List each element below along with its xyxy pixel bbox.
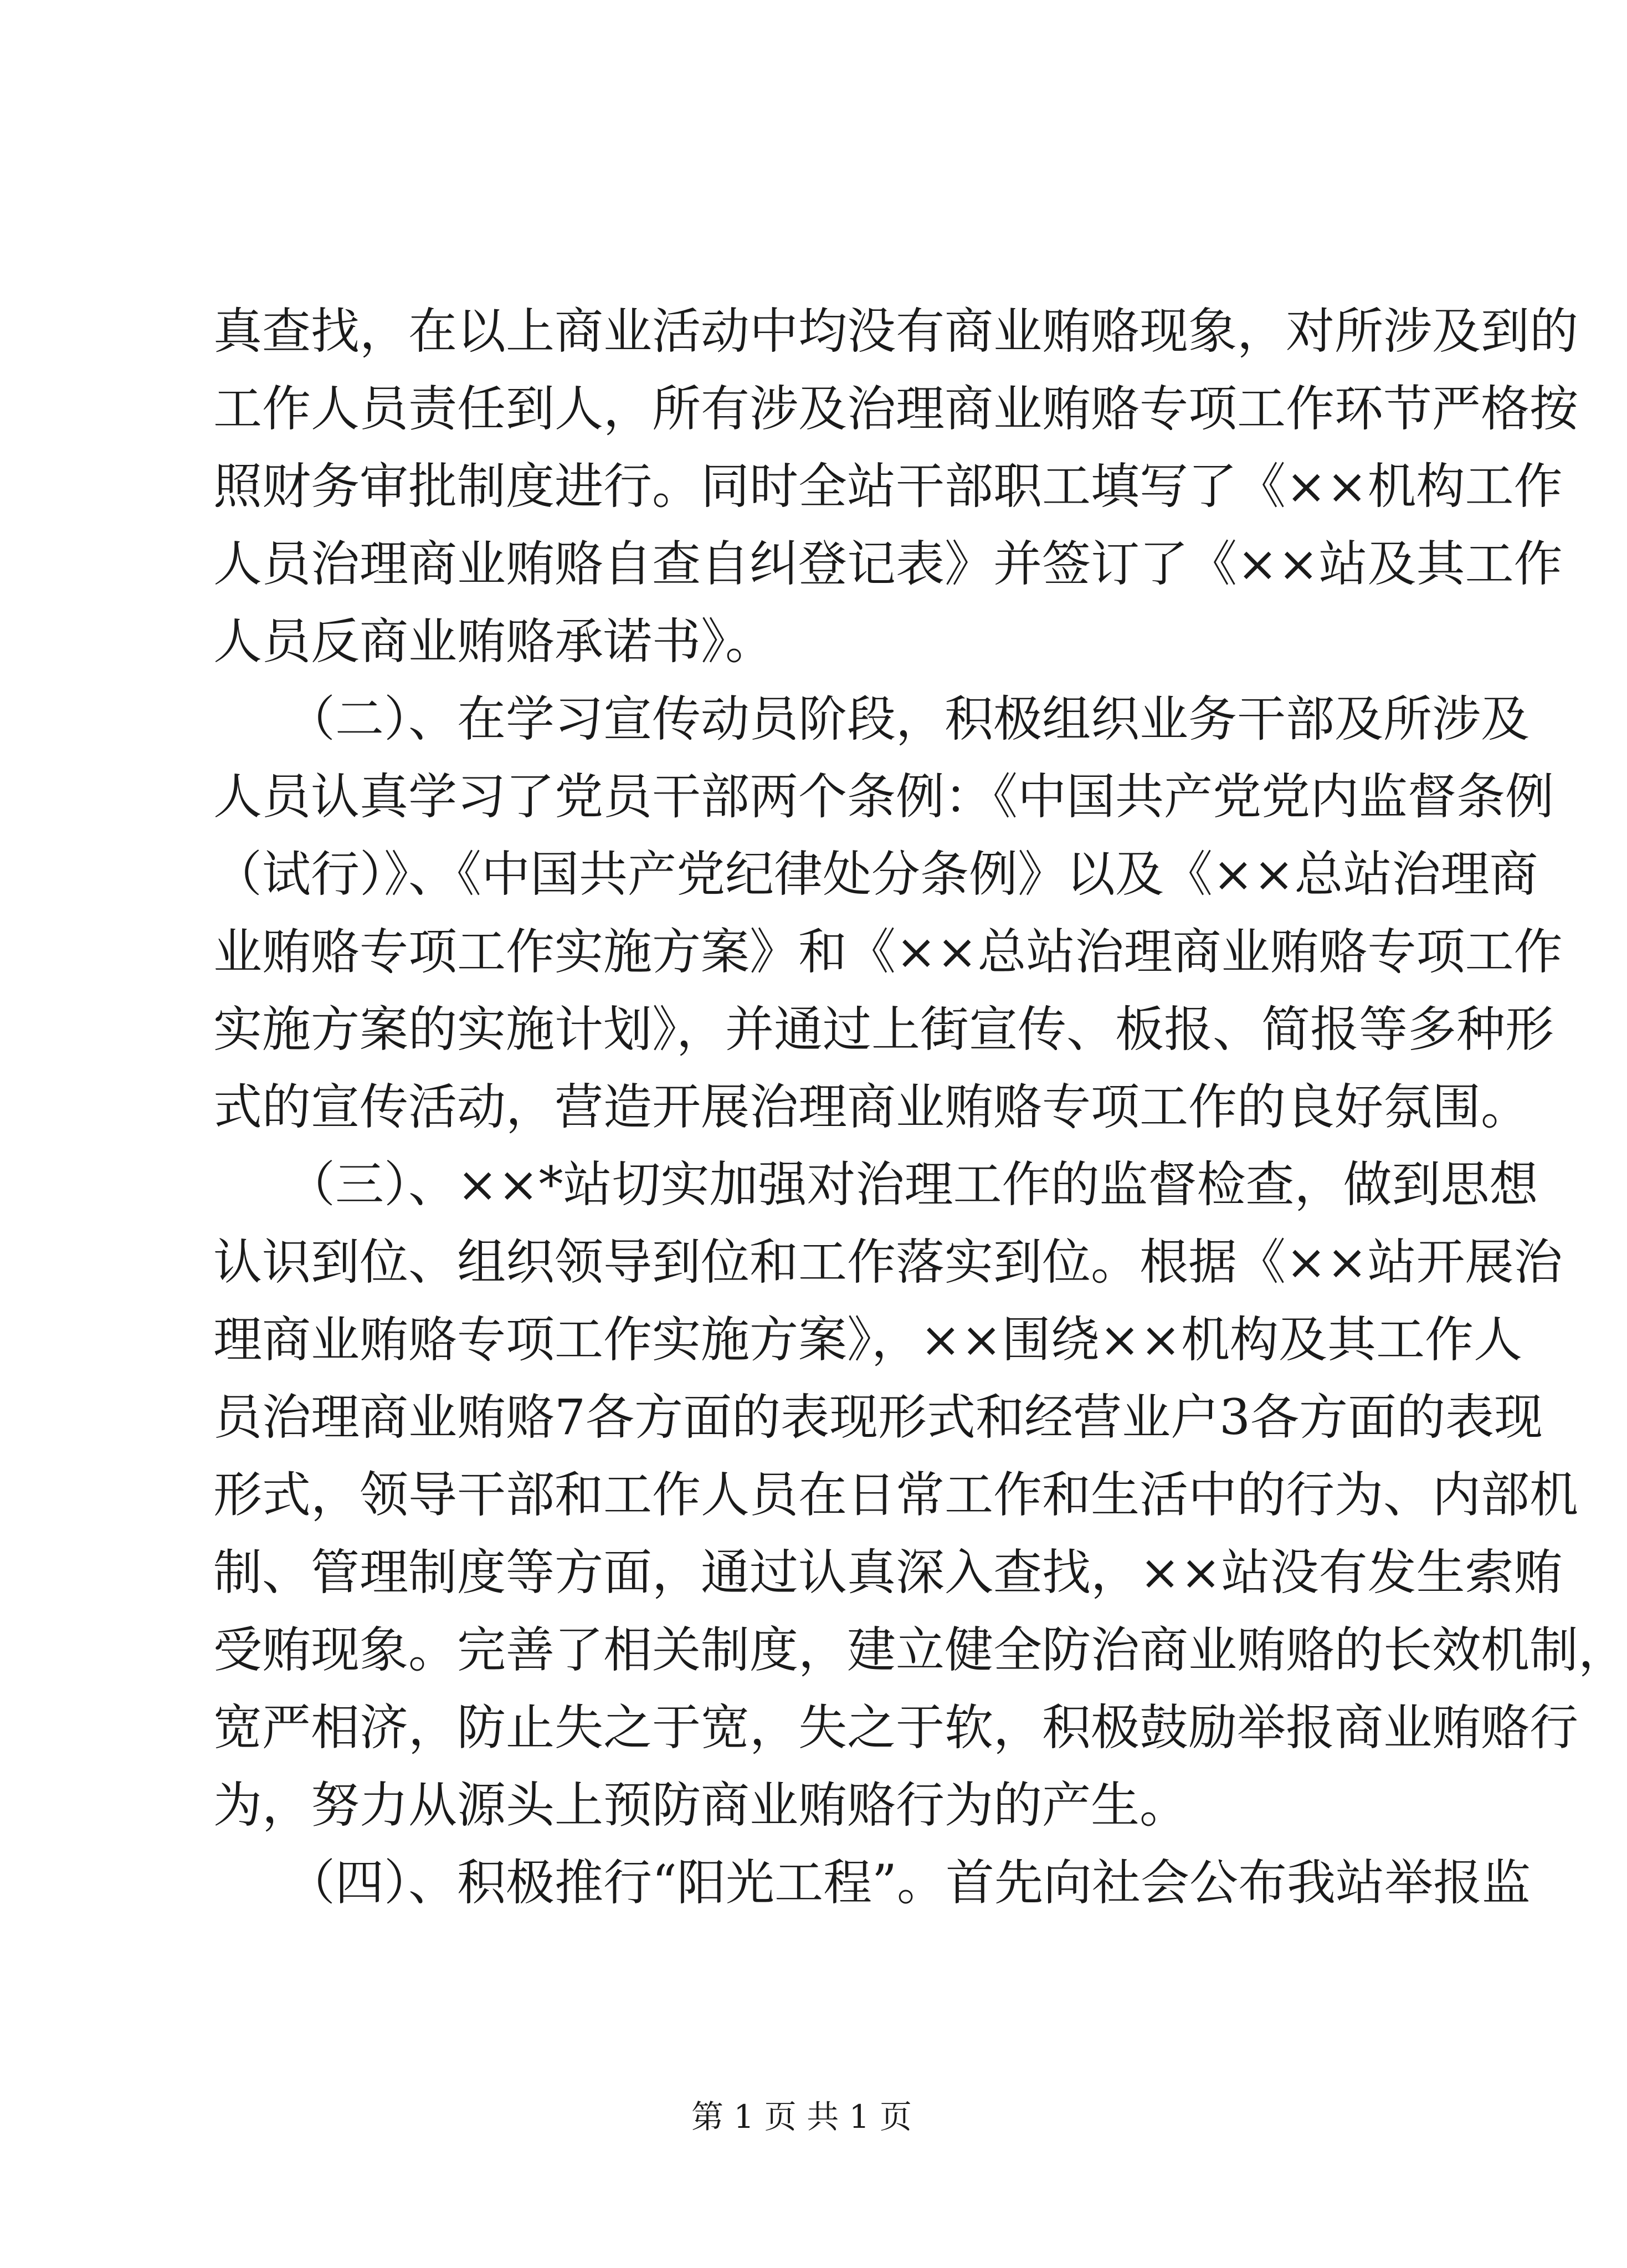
text-line: 式的宣传活动，营造开展治理商业贿赂专项工作的良好氛围。: [213, 1078, 1530, 1135]
text-line: 认识到位、组织领导到位和工作落实到位。根据《××站开展治: [213, 1233, 1563, 1291]
page-footer: 第 1 页 共 1 页: [691, 2098, 912, 2136]
text-line: 制、管理制度等方面，通过认真深入查找，××站没有发生索贿: [213, 1544, 1563, 1601]
text-line: 人员治理商业贿赂自查自纠登记表》并签订了《××站及其工作: [213, 535, 1563, 592]
paragraph-start-line: （三）、××*站切实加强对治理工作的监督检查，做到思想: [213, 1156, 1538, 1213]
text-line: 人员认真学习了党员干部两个条例：《中国共产党党内监督条例: [213, 768, 1554, 825]
text-line: 员治理商业贿赂7各方面的表现形式和经营业户3各方面的表现: [213, 1389, 1543, 1446]
paragraph-start-line: （二）、在学习宣传动员阶段，积极组织业务干部及所涉及: [213, 690, 1530, 748]
body-text: [213, 293, 1627, 1922]
text-line: 理商业贿赂专项工作实施方案》，××围绕××机构及其工作人: [213, 1311, 1522, 1368]
paragraph-start-line: （四）、积极推行“阳光工程”。首先向社会公布我站举报监: [213, 1854, 1531, 1911]
text-line: 照财务审批制度进行。同时全站干部职工填写了《××机构工作: [213, 458, 1563, 515]
text-line: 工作人员责任到人，所有涉及治理商业贿赂专项工作环节严格按: [213, 380, 1579, 437]
text-line: 业贿赂专项工作实施方案》和《××总站治理商业贿赂专项工作: [213, 923, 1563, 980]
text-line: 人员反商业贿赂承诺书》。: [213, 613, 774, 670]
text-line: 真查找，在以上商业活动中均没有商业贿赂现象，对所涉及到的: [213, 303, 1579, 360]
text-line: 形式，领导干部和工作人员在日常工作和生活中的行为、内部机: [213, 1466, 1579, 1523]
text-line: 受贿现象。完善了相关制度，建立健全防治商业贿赂的长效机制，: [213, 1621, 1627, 1678]
text-line: 实施方案的实施计划》，并通过上街宣传、板报、简报等多种形: [213, 1001, 1554, 1058]
text-line: 为，努力从源头上预防商业贿赂行为的产生。: [213, 1776, 1189, 1834]
text-line: （试行）》、《中国共产党纪律处分条例》以及《××总站治理商: [213, 846, 1538, 903]
text-line: 宽严相济，防止失之于宽，失之于软，积极鼓励举报商业贿赂行: [213, 1699, 1579, 1756]
